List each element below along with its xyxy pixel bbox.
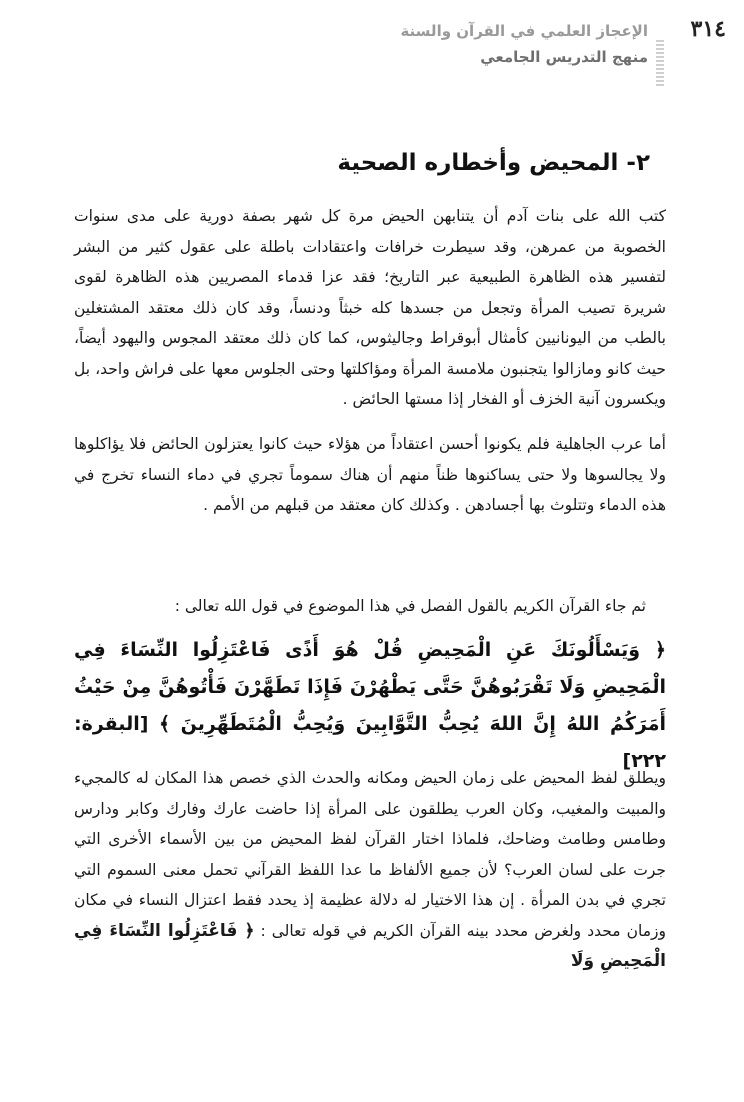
- quran-verse: [74, 632, 666, 780]
- series-title: منهج التدريس الجامعي: [480, 48, 648, 66]
- section-heading: ٢- المحيض وأخطاره الصحية: [337, 150, 650, 176]
- paragraph-1: [74, 201, 666, 415]
- header-decoration: [656, 40, 664, 86]
- paragraph-3-text: ثم جاء القرآن الكريم بالقول الفصل في هذا الموضوع في قول الله تعالى :: [174, 597, 646, 615]
- paragraph-4-verse: ﴿ فَاعْتَزِلُوا النِّسَاءَ فِي الْمَحِيضِ وَلَا: [74, 920, 666, 971]
- paragraph-1-text: كتب الله على بنات آدم أن يتنابهن الحيض مرة كل شهر بصفة دورية على مدى سنوات الخصوبة من عمرهن، وقد سيطرت خرافات واعتقادات باطلة على عقول كثير من البشر لتفسير هذه الظاهرة الطبيعية عبر التاريخ؛ فقد عزا قدماء المصريين هذه الظاهرة لقوى شريرة تصيب المرأة وتجعل من جسدها كله خبثاً ودنساً، وقد كان ذلك معتقد المشتغلين بالطب من اليونانيين كأمثال أبوقراط وجاليثوس، كما كان ذلك معتقد المجوس واليهود أيضاً، حيث كانو ومازالوا يتجنبون ملامسة المرأة ومؤاكلتها وحتى الجلوس معها على فراش واحد، بل ويكسرون آنية الخزف أو الفخار إذا مستها الحائض .: [74, 207, 666, 408]
- paragraph-4-body: [74, 763, 666, 977]
- paragraph-2: [74, 429, 666, 521]
- page-number: ٣١٤: [690, 16, 726, 42]
- paragraph-4: [74, 763, 666, 977]
- running-header: [400, 18, 648, 70]
- paragraph-3: [74, 591, 666, 622]
- verse-text: ﴿ وَيَسْأَلُونَكَ عَنِ الْمَحِيضِ قُلْ هُوَ أَذًى فَاعْتَزِلُوا النِّسَاءَ فِي الْمَحِيضِ وَلَا تَقْرَبُوهُنَّ حَتَّى يَطْهُرْنَ فَإِذَا تَطَهَّرْنَ فَأْتُوهُنَّ مِنْ حَيْثُ أَمَرَكُمُ اللهُ إِنَّ اللهَ يُحِبُّ التَّوَّابِينَ وَيُحِبُّ الْمُتَطَهِّرِينَ ﴾: [74, 639, 666, 735]
- verse-reference: [البقرة: ٢٢٢]: [74, 713, 666, 772]
- paragraph-4-text: ويطلق لفظ المحيض على زمان الحيض ومكانه والحدث الذي خصص هذا المكان له كالمجيء والمبيت والمغيب، وكان العرب يطلقون على المرأة إذا حاضت عارك وفارك وكابر ودارس وطامس وطامث وضاحك، فلماذا اختار القرآن لفظ المحيض من بين الأسماء الأخرى التي جرت على لسان العرب؟ لأن جميع الألفاظ ما عدا اللفظ القرآني تحمل معنى السموم التي تجري في بدن المرأة . إن هذا الاختيار له دلالة عظيمة إذ يحدد فقط اعتزال النساء في مكان وزمان محدد ولغرض محدد بينه القرآن الكريم في قوله تعالى :: [74, 769, 666, 940]
- book-title: الإعجاز العلمي في القرآن والسنة: [400, 22, 648, 40]
- paragraph-2-text: أما عرب الجاهلية فلم يكونوا أحسن اعتقاداً من هؤلاء حيث كانوا يعتزلون الحائض فلا يؤاكلوها ولا يجالسوها ولا حتى يساكنوها ظناً منهم أن هناك سموماً تجري في دماء النساء تخرج في هذه الدماء وتتلوث بها أجسادهن . وكذلك كان معتقد من قبلهم من الأمم .: [74, 435, 666, 514]
